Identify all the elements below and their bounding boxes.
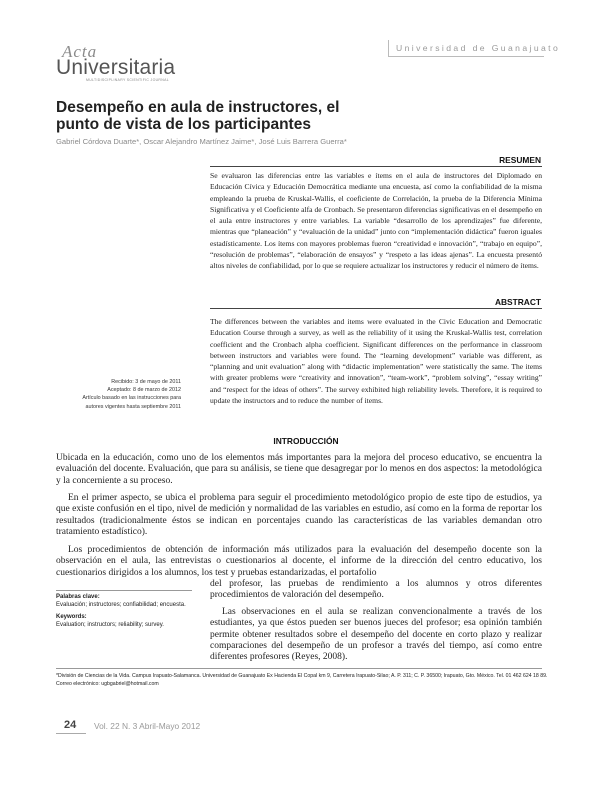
- resumen-heading: RESUMEN: [499, 155, 541, 165]
- issue-info: Vol. 22 N. 3 Abril-Mayo 2012: [94, 721, 201, 731]
- keywords-block: [56, 594, 192, 629]
- article-authors: Gabriel Córdova Duarte*, Oscar Alejandro Martínez Jaime*, José Luis Barrera Guerra*: [56, 137, 347, 146]
- header-institution: Universidad de Guanajuato: [396, 43, 561, 53]
- author-footnote: *División de Ciencias de la Vida. Campus Irapuato-Salamanca. Universidad de Guanajuato Ex Hacienda El Copal km 9, Carretera Irapuato-Silao; A. P. 311; C. P. 36500; Irapuato, Gto. México. Tel. 01 462 624 18 89. Correo electrónico: ugbgabriel@hotmail.com: [56, 673, 548, 687]
- introduccion-heading: INTRODUCCIÓN: [273, 436, 339, 446]
- logo-acta-text: Acta: [62, 42, 98, 61]
- logo-tagline: MULTIDISCIPLINARY SCIENTIFIC JOURNAL: [86, 78, 169, 82]
- dates-note-line1: Artículo basado en las instrucciones para: [82, 395, 181, 402]
- header-divider-vertical: [388, 40, 389, 56]
- resumen-text: Se evaluaron las diferencias entre las variables e ítems en el aula de instructores del Diplomado en Educación Cívica y Educación Democrática mediante una encuesta, así como la confiabilidad de la misma empleando la prueba de Kruskal-Wallis, el coeficiente de Correlación, la prueba de la Diferencia Mínima Significativa y el Coeficiente alfa de Cronbach. Se presentaron diferencias significativas en el desempeño en el aula entre instructores y entre variables. La variable “desarrollo de los aprendizajes” fue diferente, mientras que “planeación” y “evaluación de la unidad” junto con “implementación didáctica” fueron iguales estadísticamente. Los ítems con mayores problemas fueron “creatividad e innovación”, “trabajo en equipo”, “resolución de problemas”, “elaboración de ensayos” y “respeto a las ideas ajenas”. La encuesta presentó altos niveles de confiabilidad, por lo que se requiere actualizar los instructores y reducir el número de ítems.: [210, 171, 542, 271]
- intro-paragraph-3-continued: del profesor, las pruebas de rendimiento a los alumnos y otros diferentes procedimientos de valoración del desempeño.: [210, 579, 542, 601]
- intro-paragraph-1: Ubicada en la educación, como uno de los elementos más importantes para la mejora del proceso educativo, se encuentra la evaluación del docente. Evaluación, que para su análisis, se tiene que desagregar por lo menos en dos aspectos: la metodológica y la concerniente a su proceso.: [56, 453, 542, 486]
- header-divider-horizontal: [388, 56, 544, 57]
- footnote-divider: [56, 668, 542, 669]
- article-dates: [48, 378, 181, 411]
- keywords-list: Evaluation; instructors; reliability; survey.: [56, 621, 164, 628]
- keywords-heading: Keywords:: [56, 614, 87, 621]
- received-date: Recibido: 3 de mayo de 2011: [111, 379, 181, 385]
- page-number-underline: [56, 733, 86, 734]
- intro-paragraph-4: Las observaciones en el aula se realizan convencionalmente a través de los estudiantes, ya que éstos pueden ser buenos jueces del profesor; esa opinión también permite obtener resultados sobre el desempeño del docente en corto plazo y realizar comparaciones del desempeño de un profesor a través del tiempo, así como entre diferentes profesores (Reyes, 2008).: [210, 607, 542, 663]
- abstract-heading: ABSTRACT: [494, 297, 541, 307]
- intro-paragraph-2: En el primer aspecto, se ubica el problema para seguir el procedimiento metodológico propio de este tipo de estudios, ya que existe confusión en el tipo, nivel de medición y normalidad de las variables en estudio, así como en la forma de reportar los resultados (tradicionalmente éstos se indican en porcentajes cuando las características de las variables demandan otro tratamiento estadístico).: [56, 493, 542, 537]
- palabras-clave-heading: Palabras clave:: [56, 594, 100, 600]
- abstract-divider: [210, 308, 542, 309]
- accepted-date: Aceptado: 8 de marzo de 2012: [107, 387, 181, 394]
- intro-paragraph-3: Los procedimientos de obtención de información más utilizados para la evaluación del desempeño docente son la observación en el aula, las entrevistas o cuestionarios al docente, el informe de la dirección del centro educativo, los cuestionarios dirigidos a los alumnos, los test y pruebas estandarizadas, el portafolio: [56, 545, 542, 578]
- keywords-divider: [56, 590, 192, 591]
- dates-note-line2: autores vigentes hasta septiembre 2011: [85, 403, 181, 410]
- article-title: Desempeño en aula de instructores, el punto de vista de los participantes: [56, 99, 340, 133]
- page-number: 24: [64, 719, 77, 731]
- logo-universitaria-text: Universitaria: [56, 56, 176, 79]
- abstract-text: The differences between the variables and items were evaluated in the Civic Education and Democratic Education Course through a survey, as well as the reliability of it using the Kruskal-Wallis test, correlation coefficient and the Cronbach alpha coefficient. Significant differences on the performance in classroom between instructors and variables were found. The “learning development” variable was different, as “planning and unit evaluation” along with “didactic implementation” were statistically the same. The items with greater problems were “creativity and innovation”, “team-work”, “problem solving”, “essay writing” and “respect for the ideas of others”. The survey exhibited high reliability levels. Therefore, it is required to update the instructors and to reduce the number of items.: [210, 317, 542, 406]
- palabras-clave-list: Evaluación; instructores; confiabilidad; encuesta.: [56, 601, 186, 608]
- resumen-divider: [210, 166, 542, 167]
